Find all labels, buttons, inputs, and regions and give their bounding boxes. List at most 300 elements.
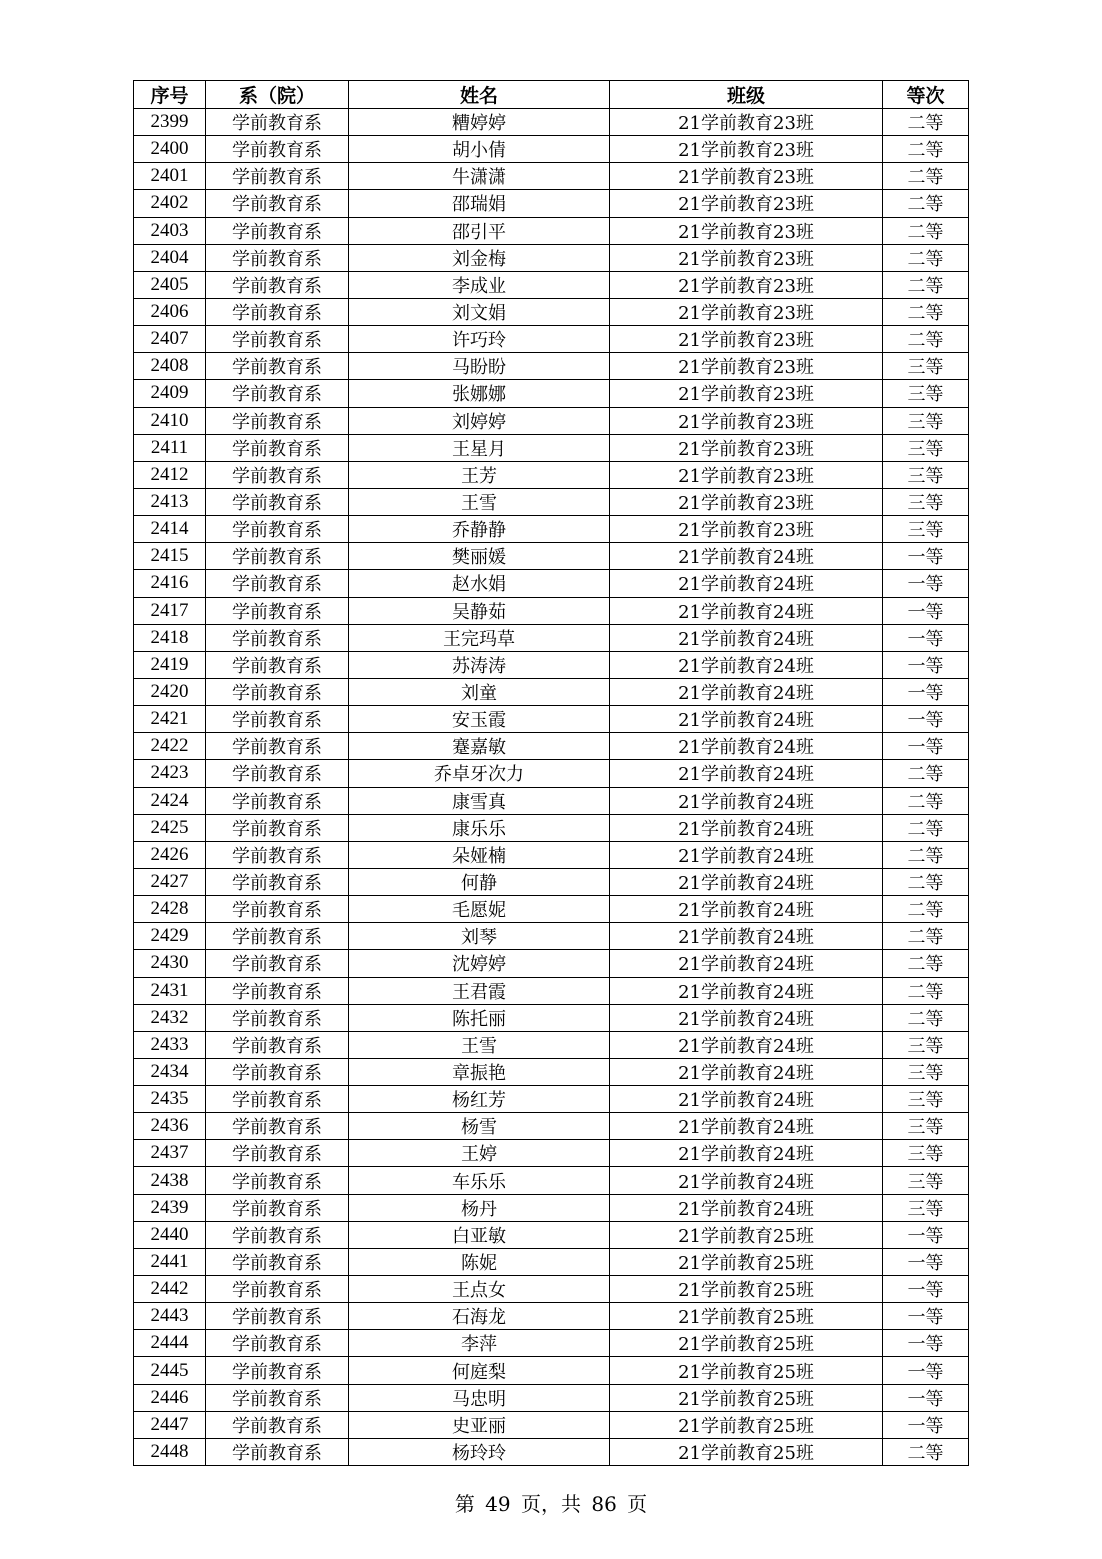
- name-cell: 史亚丽: [349, 1411, 610, 1438]
- serial-cell: 2401: [134, 163, 206, 190]
- grade-cell: 三等: [883, 1167, 969, 1194]
- name-cell: 王婷: [349, 1140, 610, 1167]
- grade-cell: 二等: [883, 271, 969, 298]
- table-row: [134, 217, 969, 244]
- grade-cell: 一等: [883, 1303, 969, 1330]
- table-row: [134, 461, 969, 488]
- table-row: [134, 298, 969, 325]
- grade-cell: 二等: [883, 217, 969, 244]
- department-cell: 学前教育系: [206, 733, 349, 760]
- serial-cell: 2420: [134, 678, 206, 705]
- grade-cell: 一等: [883, 1330, 969, 1357]
- grade-cell: 三等: [883, 516, 969, 543]
- name-cell: 樊丽媛: [349, 543, 610, 570]
- name-cell: 杨丹: [349, 1194, 610, 1221]
- department-cell: 学前教育系: [206, 136, 349, 163]
- class-cell: 21学前教育24班: [610, 1167, 883, 1194]
- grade-cell: 一等: [883, 1411, 969, 1438]
- table-row: [134, 841, 969, 868]
- table-row: [134, 1004, 969, 1031]
- department-cell: 学前教育系: [206, 190, 349, 217]
- department-cell: 学前教育系: [206, 163, 349, 190]
- department-cell: 学前教育系: [206, 380, 349, 407]
- table-row: [134, 543, 969, 570]
- name-cell: 康乐乐: [349, 814, 610, 841]
- serial-cell: 2406: [134, 298, 206, 325]
- serial-cell: 2419: [134, 651, 206, 678]
- serial-cell: 2422: [134, 733, 206, 760]
- class-cell: 21学前教育25班: [610, 1330, 883, 1357]
- table-row: [134, 923, 969, 950]
- serial-cell: 2432: [134, 1004, 206, 1031]
- table-row: [134, 1248, 969, 1275]
- table-row: [134, 896, 969, 923]
- class-cell: 21学前教育23班: [610, 488, 883, 515]
- header-serial: 序号: [134, 81, 206, 109]
- table-row: [134, 570, 969, 597]
- serial-cell: 2433: [134, 1031, 206, 1058]
- serial-cell: 2448: [134, 1438, 206, 1465]
- department-cell: 学前教育系: [206, 651, 349, 678]
- name-cell: 李萍: [349, 1330, 610, 1357]
- class-cell: 21学前教育24班: [610, 1058, 883, 1085]
- class-cell: 21学前教育24班: [610, 868, 883, 895]
- grade-cell: 二等: [883, 244, 969, 271]
- table-row: [134, 1330, 969, 1357]
- serial-cell: 2426: [134, 841, 206, 868]
- department-cell: 学前教育系: [206, 244, 349, 271]
- class-cell: 21学前教育24班: [610, 950, 883, 977]
- grade-cell: 二等: [883, 760, 969, 787]
- name-cell: 邵引平: [349, 217, 610, 244]
- grade-cell: 二等: [883, 923, 969, 950]
- class-cell: 21学前教育25班: [610, 1438, 883, 1465]
- header-name: 姓名: [349, 81, 610, 109]
- serial-cell: 2404: [134, 244, 206, 271]
- name-cell: 何静: [349, 868, 610, 895]
- table-row: [134, 1086, 969, 1113]
- name-cell: 王雪: [349, 1031, 610, 1058]
- department-cell: 学前教育系: [206, 1411, 349, 1438]
- table-row: [134, 597, 969, 624]
- grade-cell: 二等: [883, 896, 969, 923]
- class-cell: 21学前教育24班: [610, 543, 883, 570]
- class-cell: 21学前教育24班: [610, 651, 883, 678]
- name-cell: 刘金梅: [349, 244, 610, 271]
- name-cell: 胡小倩: [349, 136, 610, 163]
- grade-cell: 三等: [883, 1194, 969, 1221]
- grade-cell: 一等: [883, 651, 969, 678]
- class-cell: 21学前教育23班: [610, 109, 883, 136]
- grade-cell: 三等: [883, 488, 969, 515]
- grade-cell: 二等: [883, 326, 969, 353]
- table-row: [134, 244, 969, 271]
- table-row: [134, 434, 969, 461]
- serial-cell: 2439: [134, 1194, 206, 1221]
- name-cell: 刘琴: [349, 923, 610, 950]
- class-cell: 21学前教育23班: [610, 136, 883, 163]
- serial-cell: 2402: [134, 190, 206, 217]
- department-cell: 学前教育系: [206, 814, 349, 841]
- table-row: [134, 1357, 969, 1384]
- class-cell: 21学前教育25班: [610, 1248, 883, 1275]
- table-row: [134, 136, 969, 163]
- serial-cell: 2412: [134, 461, 206, 488]
- department-cell: 学前教育系: [206, 516, 349, 543]
- table-row: [134, 733, 969, 760]
- grade-cell: 一等: [883, 1221, 969, 1248]
- serial-cell: 2441: [134, 1248, 206, 1275]
- name-cell: 车乐乐: [349, 1167, 610, 1194]
- table-row: [134, 1194, 969, 1221]
- class-cell: 21学前教育24班: [610, 787, 883, 814]
- name-cell: 章振艳: [349, 1058, 610, 1085]
- serial-cell: 2440: [134, 1221, 206, 1248]
- department-cell: 学前教育系: [206, 543, 349, 570]
- name-cell: 杨玲玲: [349, 1438, 610, 1465]
- department-cell: 学前教育系: [206, 977, 349, 1004]
- department-cell: 学前教育系: [206, 407, 349, 434]
- class-cell: 21学前教育24班: [610, 923, 883, 950]
- name-cell: 刘童: [349, 678, 610, 705]
- name-cell: 杨雪: [349, 1113, 610, 1140]
- grade-cell: 三等: [883, 353, 969, 380]
- class-cell: 21学前教育23班: [610, 516, 883, 543]
- name-cell: 安玉霞: [349, 706, 610, 733]
- department-cell: 学前教育系: [206, 1140, 349, 1167]
- department-cell: 学前教育系: [206, 434, 349, 461]
- grade-cell: 一等: [883, 733, 969, 760]
- class-cell: 21学前教育24班: [610, 814, 883, 841]
- name-cell: 康雪真: [349, 787, 610, 814]
- serial-cell: 2405: [134, 271, 206, 298]
- grade-cell: 二等: [883, 868, 969, 895]
- grade-cell: 二等: [883, 190, 969, 217]
- serial-cell: 2421: [134, 706, 206, 733]
- table-row: [134, 706, 969, 733]
- serial-cell: 2438: [134, 1167, 206, 1194]
- grade-cell: 一等: [883, 1248, 969, 1275]
- name-cell: 沈婷婷: [349, 950, 610, 977]
- grade-cell: 二等: [883, 1438, 969, 1465]
- table-row: [134, 1167, 969, 1194]
- grade-cell: 三等: [883, 434, 969, 461]
- grade-cell: 二等: [883, 841, 969, 868]
- table-row: [134, 814, 969, 841]
- serial-cell: 2446: [134, 1384, 206, 1411]
- grade-cell: 三等: [883, 380, 969, 407]
- class-cell: 21学前教育24班: [610, 733, 883, 760]
- name-cell: 蹇嘉敏: [349, 733, 610, 760]
- table-row: [134, 1411, 969, 1438]
- table-row: [134, 1438, 969, 1465]
- department-cell: 学前教育系: [206, 217, 349, 244]
- serial-cell: 2435: [134, 1086, 206, 1113]
- grade-cell: 一等: [883, 570, 969, 597]
- name-cell: 糟婷婷: [349, 109, 610, 136]
- grade-cell: 三等: [883, 1058, 969, 1085]
- table-row: [134, 353, 969, 380]
- serial-cell: 2434: [134, 1058, 206, 1085]
- table-row: [134, 1031, 969, 1058]
- serial-cell: 2409: [134, 380, 206, 407]
- name-cell: 王星月: [349, 434, 610, 461]
- name-cell: 李成业: [349, 271, 610, 298]
- table-row: [134, 678, 969, 705]
- grade-cell: 三等: [883, 1031, 969, 1058]
- department-cell: 学前教育系: [206, 760, 349, 787]
- serial-cell: 2431: [134, 977, 206, 1004]
- class-cell: 21学前教育23班: [610, 434, 883, 461]
- serial-cell: 2427: [134, 868, 206, 895]
- department-cell: 学前教育系: [206, 1031, 349, 1058]
- table-row: [134, 326, 969, 353]
- class-cell: 21学前教育23班: [610, 271, 883, 298]
- table-row: [134, 624, 969, 651]
- department-cell: 学前教育系: [206, 1248, 349, 1275]
- serial-cell: 2436: [134, 1113, 206, 1140]
- table-row: [134, 1303, 969, 1330]
- name-cell: 马盼盼: [349, 353, 610, 380]
- table-row: [134, 1276, 969, 1303]
- department-cell: 学前教育系: [206, 271, 349, 298]
- grade-cell: 二等: [883, 950, 969, 977]
- page-footer: 第 49 页，共 86 页: [454, 1492, 648, 1516]
- class-cell: 21学前教育24班: [610, 570, 883, 597]
- class-cell: 21学前教育24班: [610, 1194, 883, 1221]
- class-cell: 21学前教育23班: [610, 190, 883, 217]
- serial-cell: 2399: [134, 109, 206, 136]
- serial-cell: 2444: [134, 1330, 206, 1357]
- table-row: [134, 488, 969, 515]
- serial-cell: 2447: [134, 1411, 206, 1438]
- class-cell: 21学前教育23班: [610, 326, 883, 353]
- name-cell: 王雪: [349, 488, 610, 515]
- name-cell: 朵娅楠: [349, 841, 610, 868]
- class-cell: 21学前教育24班: [610, 706, 883, 733]
- department-cell: 学前教育系: [206, 461, 349, 488]
- department-cell: 学前教育系: [206, 1004, 349, 1031]
- serial-cell: 2403: [134, 217, 206, 244]
- serial-cell: 2423: [134, 760, 206, 787]
- class-cell: 21学前教育25班: [610, 1221, 883, 1248]
- name-cell: 何庭梨: [349, 1357, 610, 1384]
- grade-cell: 一等: [883, 1357, 969, 1384]
- department-cell: 学前教育系: [206, 1384, 349, 1411]
- grade-cell: 三等: [883, 461, 969, 488]
- class-cell: 21学前教育24班: [610, 1031, 883, 1058]
- department-cell: 学前教育系: [206, 1058, 349, 1085]
- serial-cell: 2416: [134, 570, 206, 597]
- serial-cell: 2442: [134, 1276, 206, 1303]
- name-cell: 王完玛草: [349, 624, 610, 651]
- department-cell: 学前教育系: [206, 624, 349, 651]
- header-row: [134, 81, 969, 109]
- table-body: [134, 109, 969, 1466]
- name-cell: 刘婷婷: [349, 407, 610, 434]
- table-row: [134, 1058, 969, 1085]
- class-cell: 21学前教育23班: [610, 298, 883, 325]
- grade-cell: 二等: [883, 136, 969, 163]
- department-cell: 学前教育系: [206, 841, 349, 868]
- serial-cell: 2428: [134, 896, 206, 923]
- table-row: [134, 407, 969, 434]
- name-cell: 王芳: [349, 461, 610, 488]
- grade-cell: 一等: [883, 706, 969, 733]
- class-cell: 21学前教育24班: [610, 1113, 883, 1140]
- name-cell: 刘文娟: [349, 298, 610, 325]
- grade-cell: 三等: [883, 1086, 969, 1113]
- department-cell: 学前教育系: [206, 1086, 349, 1113]
- class-cell: 21学前教育25班: [610, 1276, 883, 1303]
- department-cell: 学前教育系: [206, 1221, 349, 1248]
- class-cell: 21学前教育23班: [610, 353, 883, 380]
- table-row: [134, 190, 969, 217]
- name-cell: 乔静静: [349, 516, 610, 543]
- class-cell: 21学前教育24班: [610, 896, 883, 923]
- grade-cell: 三等: [883, 1113, 969, 1140]
- table-row: [134, 868, 969, 895]
- class-cell: 21学前教育23班: [610, 217, 883, 244]
- class-cell: 21学前教育24班: [610, 977, 883, 1004]
- serial-cell: 2417: [134, 597, 206, 624]
- serial-cell: 2425: [134, 814, 206, 841]
- serial-cell: 2418: [134, 624, 206, 651]
- department-cell: 学前教育系: [206, 1330, 349, 1357]
- department-cell: 学前教育系: [206, 488, 349, 515]
- class-cell: 21学前教育24班: [610, 597, 883, 624]
- header-grade: 等次: [883, 81, 969, 109]
- name-cell: 张娜娜: [349, 380, 610, 407]
- class-cell: 21学前教育24班: [610, 760, 883, 787]
- grade-cell: 二等: [883, 163, 969, 190]
- name-cell: 许巧玲: [349, 326, 610, 353]
- grade-cell: 三等: [883, 1140, 969, 1167]
- name-cell: 苏涛涛: [349, 651, 610, 678]
- grade-cell: 三等: [883, 407, 969, 434]
- serial-cell: 2429: [134, 923, 206, 950]
- table-row: [134, 1140, 969, 1167]
- class-cell: 21学前教育23班: [610, 380, 883, 407]
- class-cell: 21学前教育24班: [610, 1086, 883, 1113]
- grade-cell: 二等: [883, 814, 969, 841]
- class-cell: 21学前教育24班: [610, 1004, 883, 1031]
- header-class: 班级: [610, 81, 883, 109]
- serial-cell: 2443: [134, 1303, 206, 1330]
- grade-cell: 二等: [883, 977, 969, 1004]
- department-cell: 学前教育系: [206, 1303, 349, 1330]
- name-cell: 赵水娟: [349, 570, 610, 597]
- grade-cell: 二等: [883, 1004, 969, 1031]
- department-cell: 学前教育系: [206, 1113, 349, 1140]
- grade-cell: 二等: [883, 298, 969, 325]
- class-cell: 21学前教育25班: [610, 1357, 883, 1384]
- department-cell: 学前教育系: [206, 353, 349, 380]
- serial-cell: 2400: [134, 136, 206, 163]
- department-cell: 学前教育系: [206, 950, 349, 977]
- table-row: [134, 271, 969, 298]
- department-cell: 学前教育系: [206, 787, 349, 814]
- class-cell: 21学前教育24班: [610, 841, 883, 868]
- class-cell: 21学前教育24班: [610, 624, 883, 651]
- name-cell: 白亚敏: [349, 1221, 610, 1248]
- name-cell: 王点女: [349, 1276, 610, 1303]
- serial-cell: 2437: [134, 1140, 206, 1167]
- table-row: [134, 950, 969, 977]
- table-row: [134, 977, 969, 1004]
- table-row: [134, 760, 969, 787]
- serial-cell: 2408: [134, 353, 206, 380]
- grade-cell: 二等: [883, 787, 969, 814]
- table-row: [134, 1113, 969, 1140]
- class-cell: 21学前教育23班: [610, 244, 883, 271]
- serial-cell: 2424: [134, 787, 206, 814]
- table-row: [134, 380, 969, 407]
- department-cell: 学前教育系: [206, 923, 349, 950]
- serial-cell: 2411: [134, 434, 206, 461]
- name-cell: 毛愿妮: [349, 896, 610, 923]
- class-cell: 21学前教育24班: [610, 1140, 883, 1167]
- serial-cell: 2445: [134, 1357, 206, 1384]
- name-cell: 石海龙: [349, 1303, 610, 1330]
- class-cell: 21学前教育24班: [610, 678, 883, 705]
- department-cell: 学前教育系: [206, 570, 349, 597]
- department-cell: 学前教育系: [206, 109, 349, 136]
- serial-cell: 2430: [134, 950, 206, 977]
- class-cell: 21学前教育23班: [610, 163, 883, 190]
- class-cell: 21学前教育25班: [610, 1411, 883, 1438]
- department-cell: 学前教育系: [206, 298, 349, 325]
- table-row: [134, 651, 969, 678]
- table-row: [134, 787, 969, 814]
- department-cell: 学前教育系: [206, 678, 349, 705]
- table-header: [134, 81, 969, 109]
- grade-cell: 一等: [883, 624, 969, 651]
- table-row: [134, 1384, 969, 1411]
- grade-cell: 一等: [883, 1384, 969, 1411]
- header-department: 系（院）: [206, 81, 349, 109]
- department-cell: 学前教育系: [206, 597, 349, 624]
- class-cell: 21学前教育25班: [610, 1384, 883, 1411]
- grade-cell: 一等: [883, 1276, 969, 1303]
- department-cell: 学前教育系: [206, 1276, 349, 1303]
- class-cell: 21学前教育23班: [610, 407, 883, 434]
- grade-cell: 一等: [883, 678, 969, 705]
- department-cell: 学前教育系: [206, 1438, 349, 1465]
- class-cell: 21学前教育25班: [610, 1303, 883, 1330]
- department-cell: 学前教育系: [206, 326, 349, 353]
- name-cell: 陈妮: [349, 1248, 610, 1275]
- name-cell: 马忠明: [349, 1384, 610, 1411]
- department-cell: 学前教育系: [206, 896, 349, 923]
- table-row: [134, 1221, 969, 1248]
- serial-cell: 2410: [134, 407, 206, 434]
- name-cell: 乔卓牙次力: [349, 760, 610, 787]
- department-cell: 学前教育系: [206, 1357, 349, 1384]
- grade-cell: 二等: [883, 109, 969, 136]
- table-row: [134, 163, 969, 190]
- serial-cell: 2407: [134, 326, 206, 353]
- class-cell: 21学前教育23班: [610, 461, 883, 488]
- department-cell: 学前教育系: [206, 868, 349, 895]
- name-cell: 牛潇潇: [349, 163, 610, 190]
- department-cell: 学前教育系: [206, 1167, 349, 1194]
- award-roster-table: [133, 80, 969, 1466]
- name-cell: 邵瑞娟: [349, 190, 610, 217]
- serial-cell: 2413: [134, 488, 206, 515]
- department-cell: 学前教育系: [206, 706, 349, 733]
- table-row: [134, 516, 969, 543]
